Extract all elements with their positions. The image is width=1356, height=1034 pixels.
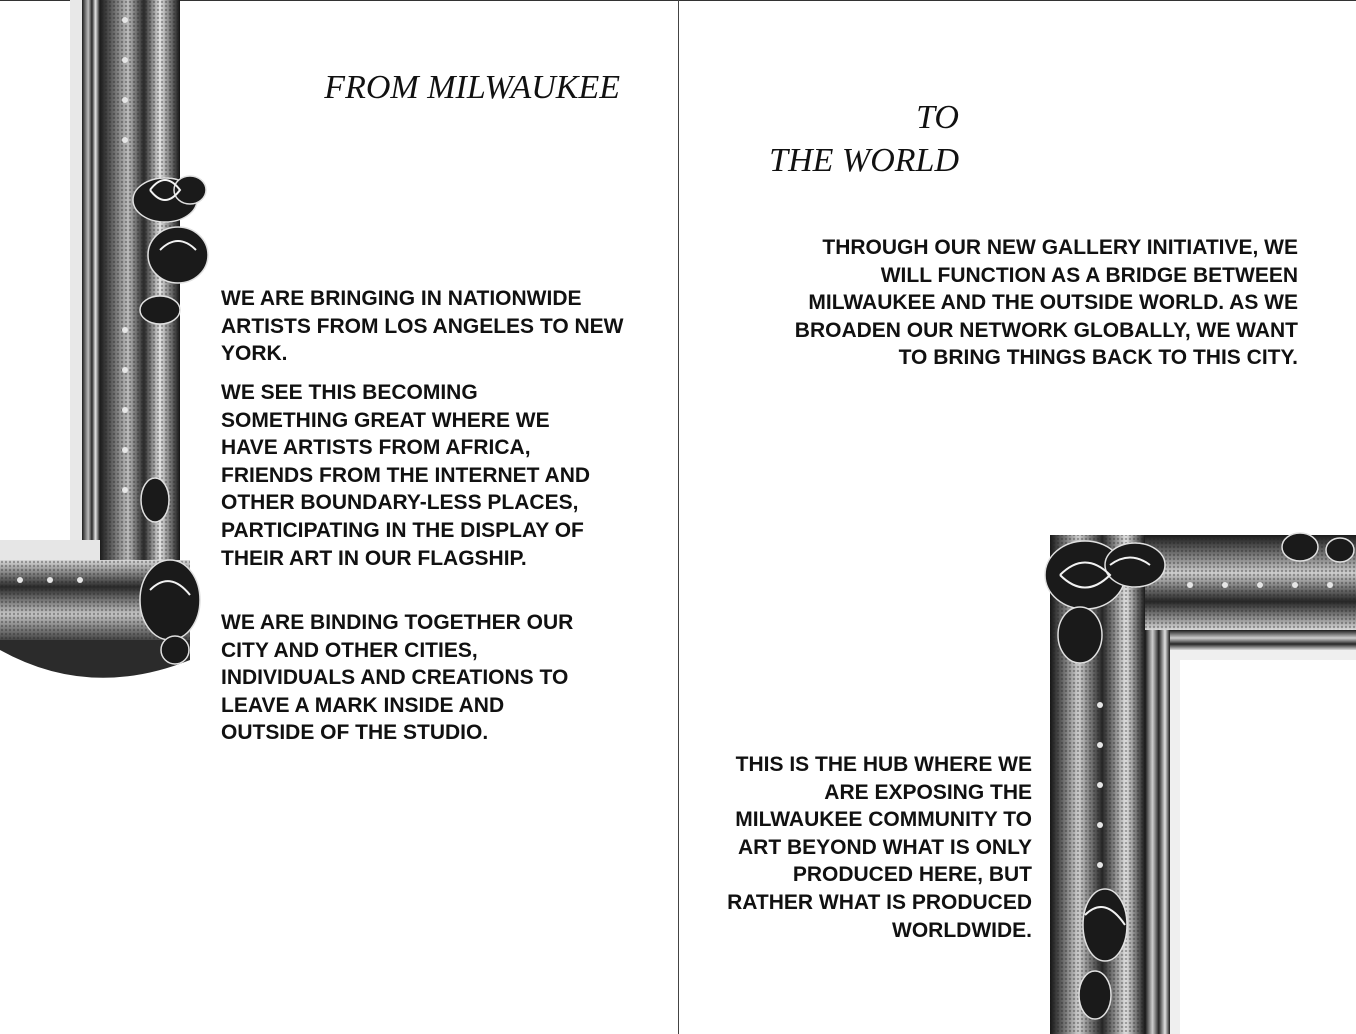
heading-from-milwaukee: FROM MILWAUKEE — [324, 69, 620, 106]
paragraph-nationwide-artists: WE ARE BRINGING IN NATIONWIDE ARTISTS FROM LOS ANGELES TO NEW YORK. — [221, 287, 624, 366]
heading-to: TO — [916, 99, 959, 136]
paragraph-gallery-initiative: THROUGH OUR NEW GALLERY INITIATIVE, WE WILL FUNCTION AS A BRIDGE BETWEEN MILWAUKEE AND THE OUTSIDE WORLD. AS WE BROADEN OUR NETWORK GLOBALLY, WE WANT TO BRING THINGS BACK TO THIS CITY. — [794, 236, 1298, 370]
paragraph-binding-together: WE ARE BINDING TOGETHER OUR CITY AND OTHER CITIES, INDIVIDUALS AND CREATIONS TO LEAVE A MARK INSIDE AND OUTSIDE OF THE STUDIO. — [221, 611, 574, 745]
page-spine — [678, 0, 679, 1034]
ornate-frame-right-image — [1040, 525, 1356, 1034]
ornate-frame-left-image — [0, 0, 215, 690]
heading-the-world: THE WORLD — [769, 142, 959, 179]
paragraph-the-hub: THIS IS THE HUB WHERE WE ARE EXPOSING THE MILWAUKEE COMMUNITY TO ART BEYOND WHAT IS ONLY PRODUCED HERE, BUT RATHER WHAT IS PRODUCED WORLDWIDE. — [727, 753, 1032, 942]
paragraph-becoming-something-great: WE SEE THIS BECOMING SOMETHING GREAT WHERE WE HAVE ARTISTS FROM AFRICA, FRIENDS FROM THE INTERNET AND OTHER BOUNDARY-LESS PLACES, PARTICIPATING IN THE DISPLAY OF THEIR ART IN OUR FLAGSHIP. — [221, 381, 591, 570]
